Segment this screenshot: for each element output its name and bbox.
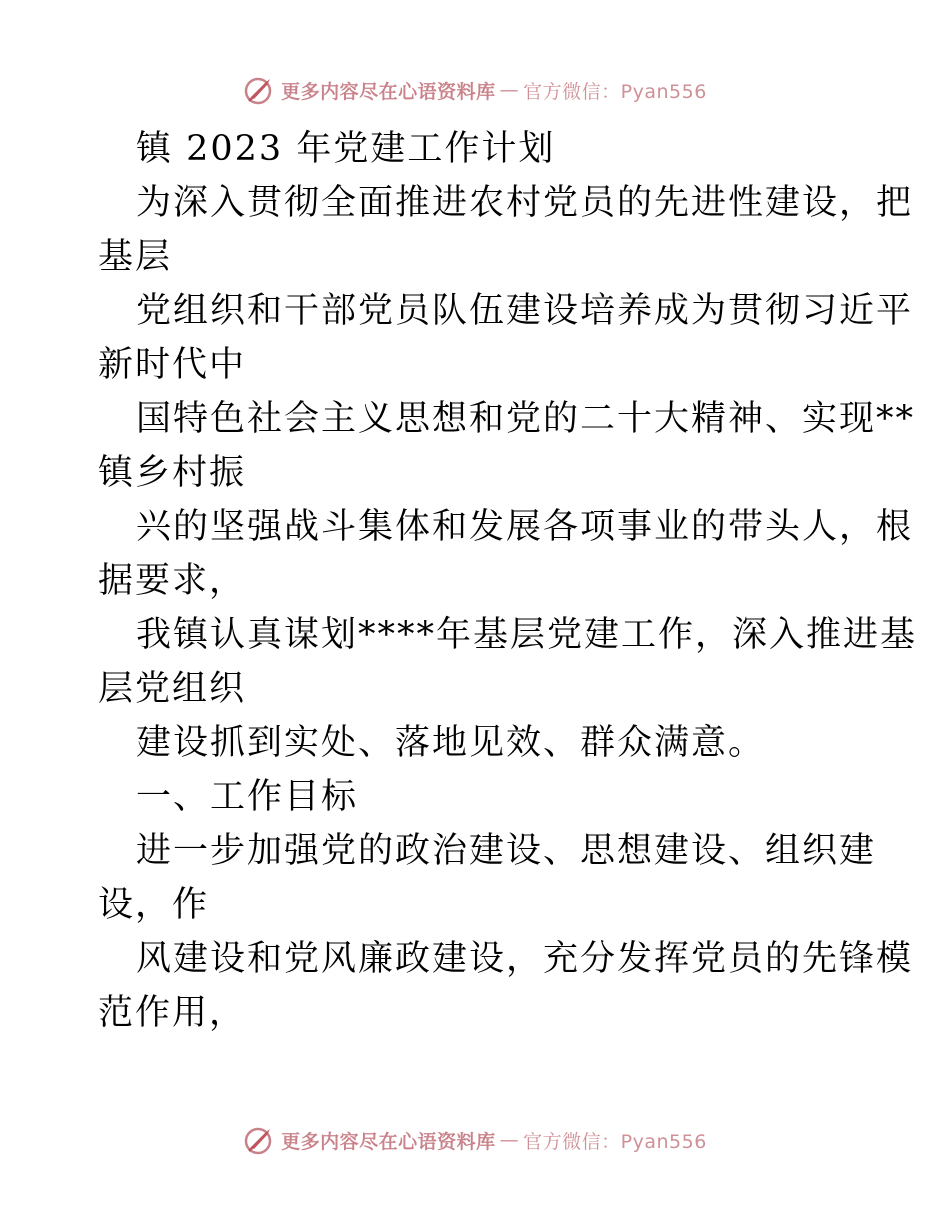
text-line: 党组织和干部党员队伍建设培养成为贯彻习近平 [136,291,914,331]
watermark-banner-top [0,68,950,112]
pen-logo-icon [243,73,277,107]
text-line: 国特色社会主义思想和党的二十大精神、实现** [136,399,916,439]
watermark-wechat: 官方微信：Pyan556 [523,80,707,103]
text-line: 建设抓到实处、落地见效、群众满意。 [136,723,766,763]
text-line: 设，作 [98,885,210,925]
watermark-banner-bottom [0,1118,950,1162]
text-line: 进一步加强党的政治建设、思想建设、组织建 [136,831,877,871]
watermark-dash: — [499,79,520,101]
watermark-wechat: 官方微信：Pyan556 [523,1130,707,1153]
text-line: 我镇认真谋划****年基层党建工作，深入推进基 [136,615,918,655]
text-line: 风建设和党风廉政建设，充分发挥党员的先锋模 [136,939,914,979]
text-line: 据要求， [98,561,247,601]
watermark-text: 更多内容尽在心语资料库 [281,80,496,103]
document-title: 镇 2023 年党建工作计划 [136,129,556,169]
text-line: 镇乡村振 [98,453,247,493]
text-line: 基层 [98,237,173,277]
document-body [98,122,918,1040]
text-line: 新时代中 [98,345,247,385]
watermark-text: 更多内容尽在心语资料库 [281,1130,496,1153]
text-line: 范作用， [98,993,247,1033]
watermark-dash: — [499,1129,520,1151]
text-line: 兴的坚强战斗集体和发展各项事业的带头人，根 [136,507,914,547]
pen-logo-icon [243,1123,277,1157]
text-line: 一、工作目标 [136,777,359,817]
text-line: 为深入贯彻全面推进农村党员的先进性建设，把 [136,183,914,223]
text-line: 层党组织 [98,669,247,709]
